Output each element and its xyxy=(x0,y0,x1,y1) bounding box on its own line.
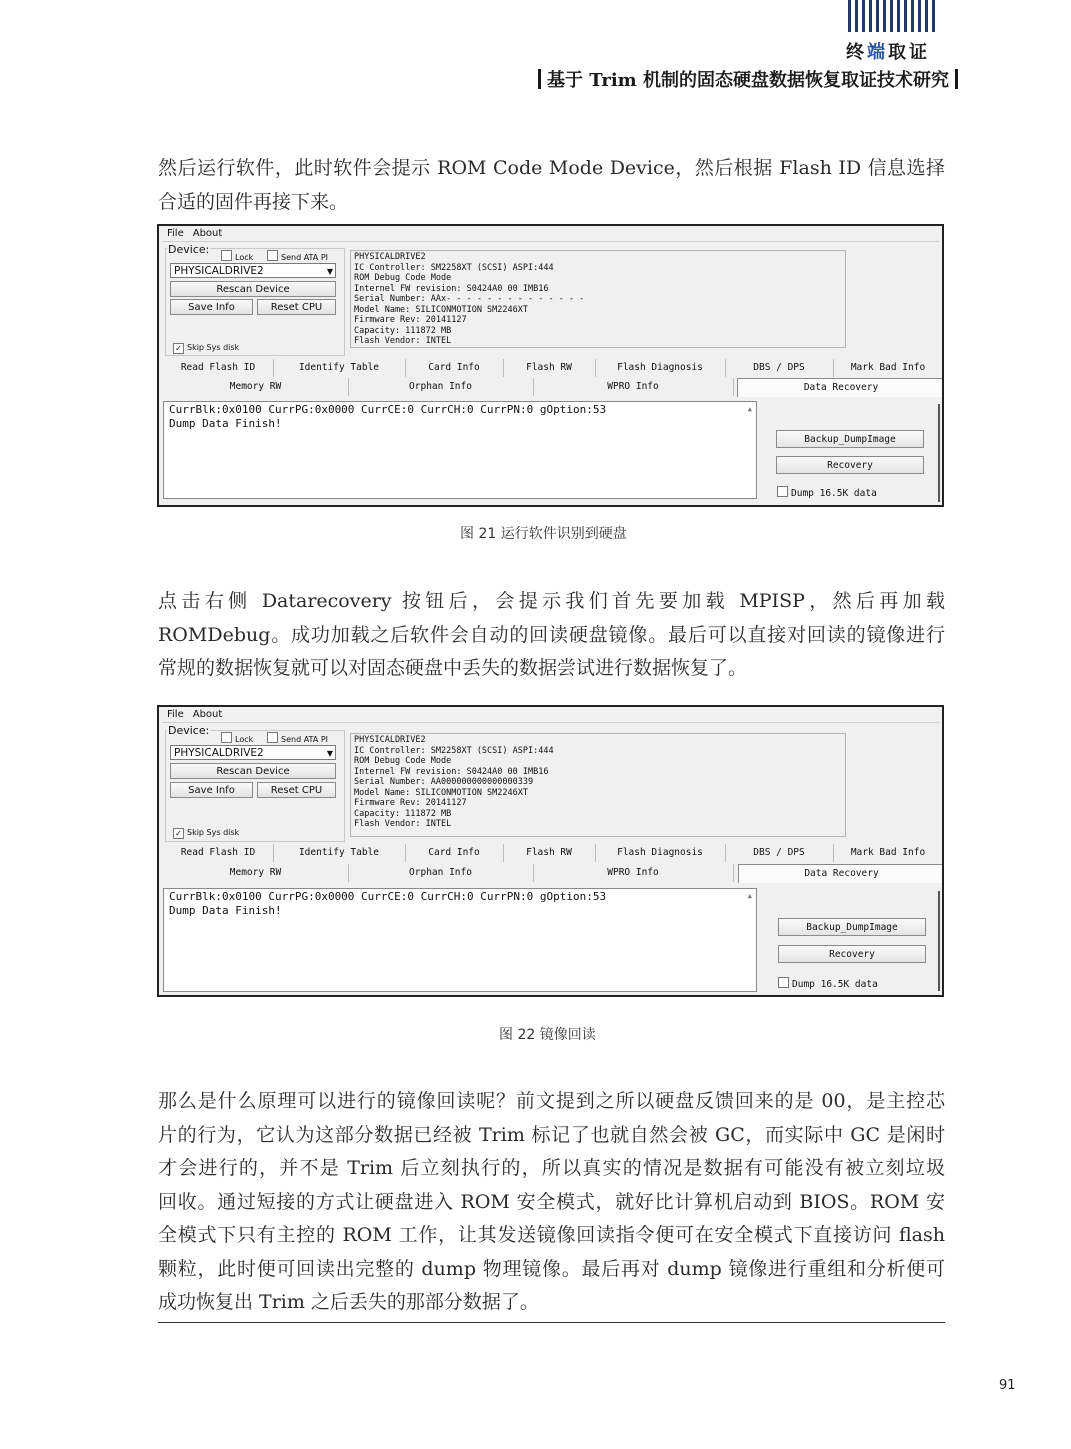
reset-cpu-button[interactable]: Reset CPU xyxy=(257,782,336,798)
dump-16k-checkbox[interactable]: Dump 16.5K data xyxy=(778,977,878,990)
paragraph-2: 点击右侧 Datarecovery 按钮后，会提示我们首先要加载 MPISP，然后再加载 ROMDebug。成功加载之后软件会自动的回读硬盘镜像。最后可以直接对回读的镜像进行 常规的数据恢复就可以对固态硬盘中丢失的数据尝试进行数据恢复了。 xyxy=(158,590,945,679)
tab-read-flash-id[interactable]: Read Flash ID xyxy=(163,359,274,377)
tab-data-recovery[interactable]: Data Recovery xyxy=(738,864,944,883)
backup-dumpimage-button[interactable]: Backup_DumpImage xyxy=(776,430,924,448)
recovery-button[interactable]: Recovery xyxy=(778,945,926,963)
menu-file[interactable]: File xyxy=(167,709,184,720)
rescan-device-button[interactable]: Rescan Device xyxy=(170,763,336,779)
scroll-up-icon[interactable]: ▲ xyxy=(747,892,752,900)
drive-select[interactable]: PHYSICALDRIVE2 ▼ xyxy=(170,263,336,278)
send-ata-checkbox[interactable]: Send ATA PI xyxy=(267,732,328,744)
header-barcode-ornament xyxy=(848,0,936,32)
reset-cpu-button[interactable]: Reset CPU xyxy=(257,299,336,315)
tab-wpro-info[interactable]: WPRO Info xyxy=(533,864,734,882)
recovery-button[interactable]: Recovery xyxy=(776,456,924,474)
skip-sys-checkbox[interactable]: ✓ Skip Sys disk xyxy=(173,343,239,354)
device-label: Device: xyxy=(168,724,210,737)
output-log[interactable]: CurrBlk:0x0100 CurrPG:0x0000 CurrCE:0 CurrCH:0 CurrPN:0 gOption:53 Dump Data Finish! ▲ xyxy=(163,888,757,992)
tab-card-info[interactable]: Card Info xyxy=(405,844,504,862)
tab-row-2 xyxy=(163,378,940,396)
paragraph-3: 那么是什么原理可以进行的镜像回读呢？前文提到之所以硬盘反馈回来的是 00，是主控芯 片的行为，它认为这部分数据已经被 Trim 标记了也就自然会被 GC，而实际中 GC 是闲时 才会进行的，并不是 Trim 后立刻执行的，所以真实的情况是数据有可能没有被立刻垃圾 回收。通过短接的方式让硬盘进入 ROM 安全模式，就好比计算机启动到 BIOS。ROM 安 全模式下只有主控的 ROM 工作，让其发送镜像回读指令便可在安全模式下直接访问 flash 颗粒，此时便可回读出完整的 dump 物理镜像。最后再对 dump 镜像进行重组和分析便可 成功恢复出 Trim 之后丢失的那部分数据了。 xyxy=(158,1090,945,1313)
journal-brand: 终端取证 xyxy=(846,42,930,63)
menu-about[interactable]: About xyxy=(192,228,223,239)
tab-memory-rw[interactable]: Memory RW xyxy=(163,864,349,882)
chevron-down-icon: ▼ xyxy=(326,267,333,276)
device-info-box: PHYSICALDRIVE2 IC Controller: SM2258XT (SCSI) ASPI:444 ROM Debug Code Mode Internel FW revision: S0424A0 00 IMB16 Serial Number: AAx- - - - - - - - - - - - - - Model Name: SILICONMOTION SM2246XT Firmware Rev: 20141127 Capacity: 111872 MB Flash Vendor: INTEL xyxy=(350,250,846,348)
backup-dumpimage-button[interactable]: Backup_DumpImage xyxy=(778,918,926,936)
running-title: 基于 Trim 机制的固态硬盘数据恢复取证技术研究 xyxy=(532,66,964,92)
tab-identify-table[interactable]: Identify Table xyxy=(273,844,406,862)
tab-mark-bad-info[interactable]: Mark Bad Info xyxy=(850,847,926,858)
tab-identify-table[interactable]: Identify Table xyxy=(273,359,406,377)
tab-orphan-info[interactable]: Orphan Info xyxy=(348,378,534,396)
panel-edge xyxy=(938,891,940,991)
figure1-screenshot xyxy=(157,224,944,507)
menu-about[interactable]: About xyxy=(192,709,223,720)
chevron-down-icon: ▼ xyxy=(326,749,333,758)
tab-row-2 xyxy=(163,864,940,882)
skip-sys-checkbox[interactable]: ✓ Skip Sys disk xyxy=(173,828,239,839)
tab-row-1 xyxy=(163,359,940,377)
tab-read-flash-id[interactable]: Read Flash ID xyxy=(163,844,274,862)
figure2-caption: 图 22 镜像回读 xyxy=(499,1027,596,1043)
tab-flash-diagnosis[interactable]: Flash Diagnosis xyxy=(595,844,726,862)
panel-edge xyxy=(938,404,940,502)
article-end-rule xyxy=(158,1322,945,1323)
drive-select[interactable]: PHYSICALDRIVE2 ▼ xyxy=(170,745,336,760)
tab-data-recovery[interactable]: Data Recovery xyxy=(737,378,944,397)
lock-checkbox[interactable]: Lock xyxy=(221,250,253,262)
figure1-caption: 图 21 运行软件识别到硬盘 xyxy=(460,526,627,542)
scroll-up-icon[interactable]: ▲ xyxy=(747,405,752,413)
tab-dbs-dps[interactable]: DBS / DPS xyxy=(725,844,834,862)
tab-dbs-dps[interactable]: DBS / DPS xyxy=(725,359,834,377)
paragraph-1: 然后运行软件，此时软件会提示 ROM Code Mode Device，然后根据 Flash ID 信息选择 合适的固件再接下来。 xyxy=(158,157,945,213)
rescan-device-button[interactable]: Rescan Device xyxy=(170,281,336,297)
device-label: Device: xyxy=(168,243,210,256)
tab-wpro-info[interactable]: WPRO Info xyxy=(533,378,734,396)
send-ata-checkbox[interactable]: Send ATA PI xyxy=(267,250,328,262)
output-log[interactable]: CurrBlk:0x0100 CurrPG:0x0000 CurrCE:0 CurrCH:0 CurrPN:0 gOption:53 Dump Data Finish! ▲ xyxy=(163,401,757,499)
dump-16k-checkbox[interactable]: Dump 16.5K data xyxy=(777,486,877,499)
tab-orphan-info[interactable]: Orphan Info xyxy=(348,864,534,882)
tab-row-1 xyxy=(163,844,940,862)
menu-bar xyxy=(162,709,939,723)
figure2-screenshot xyxy=(157,705,944,997)
save-info-button[interactable]: Save Info xyxy=(170,782,253,798)
device-info-box: PHYSICALDRIVE2 IC Controller: SM2258XT (SCSI) ASPI:444 ROM Debug Code Mode Internel FW revision: S0424A0 00 IMB16 Serial Number: AA000000000000000339 Model Name: SILICONMOTION SM2246XT Firmware Rev: 20141127 Capacity: 111872 MB Flash Vendor: INTEL xyxy=(350,733,846,837)
tab-card-info[interactable]: Card Info xyxy=(405,359,504,377)
tab-flash-diagnosis[interactable]: Flash Diagnosis xyxy=(595,359,726,377)
page-number: 91 xyxy=(999,1378,1016,1393)
lock-checkbox[interactable]: Lock xyxy=(221,732,253,744)
menu-bar xyxy=(162,228,939,242)
menu-file[interactable]: File xyxy=(167,228,184,239)
tab-memory-rw[interactable]: Memory RW xyxy=(163,378,349,396)
save-info-button[interactable]: Save Info xyxy=(170,299,253,315)
tab-flash-rw[interactable]: Flash RW xyxy=(503,844,596,862)
tab-flash-rw[interactable]: Flash RW xyxy=(503,359,596,377)
tab-mark-bad-info[interactable]: Mark Bad Info xyxy=(850,362,926,373)
